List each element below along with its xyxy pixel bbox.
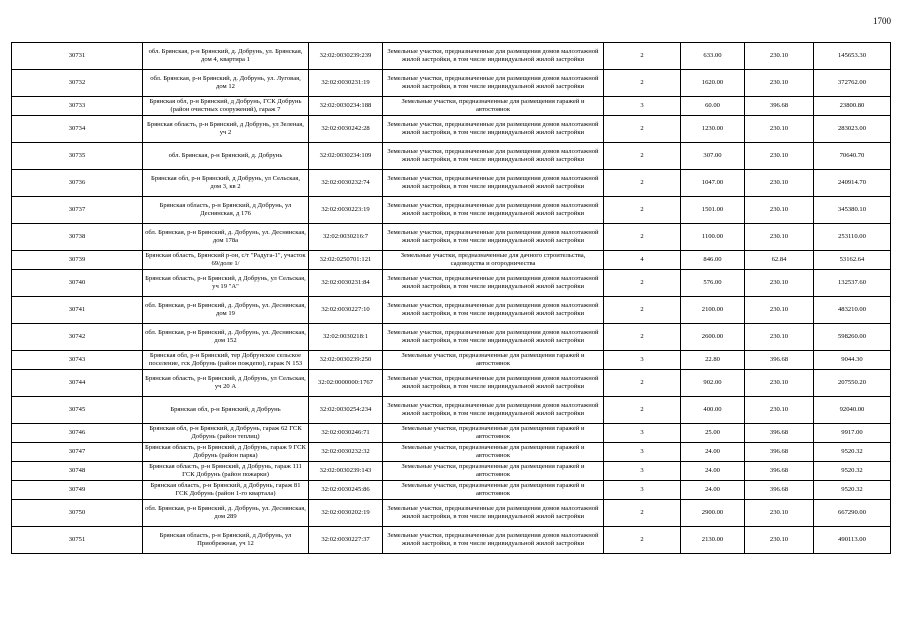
area-cell: 25.00: [681, 424, 745, 443]
use-group-code-cell: 2: [604, 70, 681, 97]
table-body: [12, 43, 891, 554]
area-cell: 307.00: [681, 143, 745, 170]
specific-value-cell: 62.84: [745, 251, 814, 270]
cadastral-value-cell: 92040.00: [814, 397, 891, 424]
cadastral-number-cell: 32:02:0030254:234: [309, 397, 383, 424]
row-number: 30735: [12, 143, 143, 170]
row-number: 30751: [12, 527, 143, 554]
use-group-code-cell: 2: [604, 170, 681, 197]
land-use-cell: Земельные участки, предназначенные для размещения гаражей и автостоянок: [383, 443, 604, 462]
specific-value-cell: 230.10: [745, 143, 814, 170]
cadastral-value-cell: 9520.32: [814, 443, 891, 462]
cadastral-value-table: [11, 42, 891, 554]
table-row: [12, 251, 891, 270]
row-number: 30744: [12, 370, 143, 397]
address-cell: обл. Брянская, р-н Брянский, д. Добрунь, ул. Деснянская, дом 178а: [143, 224, 309, 251]
address-cell: Брянская область, Брянский р-он, с/т "Радуга-1", участок 69/доле 1/: [143, 251, 309, 270]
table-row: [12, 351, 891, 370]
cadastral-number-cell: 32:02:0030231:84: [309, 270, 383, 297]
table-row: [12, 370, 891, 397]
cadastral-value-cell: 23800.80: [814, 97, 891, 116]
cadastral-value-cell: 70640.70: [814, 143, 891, 170]
land-use-cell: Земельные участки, предназначенные для размещения гаражей и автостоянок: [383, 481, 604, 500]
specific-value-cell: 230.10: [745, 324, 814, 351]
land-use-cell: Земельные участки, предназначенные для размещения домов малоэтажной жилой застройки, в том числе индивидуальной жилой застройки: [383, 43, 604, 70]
address-cell: Брянская область, р-н Брянский, д Добрунь, гараж 9 ГСК Добрунь (район парка): [143, 443, 309, 462]
row-number: 30743: [12, 351, 143, 370]
cadastral-number-cell: 32:02:0030227:37: [309, 527, 383, 554]
address-cell: Брянская обл, р-н Брянский, тер Добрунское сельское поселение, гск Добрунь (район пождепо), гараж N 153: [143, 351, 309, 370]
cadastral-value-cell: 253110.00: [814, 224, 891, 251]
specific-value-cell: 230.10: [745, 527, 814, 554]
address-cell: Брянская область, р-н Брянский, д Добрунь, ул Деснянская, д 176: [143, 197, 309, 224]
specific-value-cell: 230.10: [745, 197, 814, 224]
cadastral-value-cell: 9520.32: [814, 481, 891, 500]
specific-value-cell: 396.68: [745, 351, 814, 370]
specific-value-cell: 230.10: [745, 116, 814, 143]
row-number: 30740: [12, 270, 143, 297]
use-group-code-cell: 2: [604, 43, 681, 70]
land-use-cell: Земельные участки, предназначенные для размещения домов малоэтажной жилой застройки, в том числе индивидуальной жилой застройки: [383, 297, 604, 324]
land-use-cell: Земельные участки, предназначенные для размещения домов малоэтажной жилой застройки, в том числе индивидуальной жилой застройки: [383, 324, 604, 351]
table-row: [12, 297, 891, 324]
area-cell: 2130.00: [681, 527, 745, 554]
area-cell: 2900.00: [681, 500, 745, 527]
table-row: [12, 462, 891, 481]
address-cell: Брянская область, р-н Брянский, д Добрунь, гараж 111 ГСК Добрунь (район пожарки): [143, 462, 309, 481]
row-number: 30746: [12, 424, 143, 443]
land-use-cell: Земельные участки, предназначенные для размещения гаражей и автостоянок: [383, 424, 604, 443]
cadastral-number-cell: 32:02:0030223:19: [309, 197, 383, 224]
area-cell: 2600.00: [681, 324, 745, 351]
row-number: 30731: [12, 43, 143, 70]
specific-value-cell: 396.68: [745, 424, 814, 443]
address-cell: Брянская область, р-н Брянский, д Добрунь, гараж 81 ГСК Добрунь (район 1-го квартала): [143, 481, 309, 500]
cadastral-number-cell: 32:02:0030239:143: [309, 462, 383, 481]
cadastral-value-cell: 132537.60: [814, 270, 891, 297]
specific-value-cell: 230.10: [745, 297, 814, 324]
use-group-code-cell: 2: [604, 116, 681, 143]
table-row: [12, 43, 891, 70]
table-row: [12, 324, 891, 351]
cadastral-value-cell: 145653.30: [814, 43, 891, 70]
row-number: 30732: [12, 70, 143, 97]
cadastral-value-cell: 9917.00: [814, 424, 891, 443]
cadastral-number-cell: 32:02:0030218:1: [309, 324, 383, 351]
cadastral-value-cell: 483210.00: [814, 297, 891, 324]
address-cell: Брянская область, р-н Брянский, д Добрунь, ул Сельская, уч 19 "А": [143, 270, 309, 297]
address-cell: обл. Брянская, р-н Брянский, д. Добрунь: [143, 143, 309, 170]
use-group-code-cell: 3: [604, 424, 681, 443]
table-row: [12, 70, 891, 97]
use-group-code-cell: 4: [604, 251, 681, 270]
use-group-code-cell: 2: [604, 500, 681, 527]
row-number: 30742: [12, 324, 143, 351]
area-cell: 576.00: [681, 270, 745, 297]
cadastral-number-cell: 32:02:0030234:188: [309, 97, 383, 116]
use-group-code-cell: 2: [604, 224, 681, 251]
specific-value-cell: 230.10: [745, 370, 814, 397]
land-use-cell: Земельные участки, предназначенные для размещения домов малоэтажной жилой застройки, в том числе индивидуальной жилой застройки: [383, 397, 604, 424]
cadastral-value-cell: 667290.00: [814, 500, 891, 527]
land-use-cell: Земельные участки, предназначенные для размещения домов малоэтажной жилой застройки, в том числе индивидуальной жилой застройки: [383, 116, 604, 143]
cadastral-number-cell: 32:02:0030239:239: [309, 43, 383, 70]
cadastral-value-cell: 9520.32: [814, 462, 891, 481]
cadastral-number-cell: 32:02:0030234:109: [309, 143, 383, 170]
use-group-code-cell: 2: [604, 527, 681, 554]
table-row: [12, 116, 891, 143]
use-group-code-cell: 2: [604, 324, 681, 351]
area-cell: 1620.00: [681, 70, 745, 97]
use-group-code-cell: 3: [604, 481, 681, 500]
area-cell: 846.00: [681, 251, 745, 270]
specific-value-cell: 396.68: [745, 462, 814, 481]
specific-value-cell: 396.68: [745, 481, 814, 500]
cadastral-value-cell: 283023.00: [814, 116, 891, 143]
table-row: [12, 527, 891, 554]
table-row: [12, 397, 891, 424]
area-cell: 24.00: [681, 462, 745, 481]
row-number: 30747: [12, 443, 143, 462]
use-group-code-cell: 2: [604, 397, 681, 424]
specific-value-cell: 396.68: [745, 443, 814, 462]
address-cell: обл. Брянская, р-н Брянский, д. Добрунь, ул. Деснянская, дом 19: [143, 297, 309, 324]
land-use-cell: Земельные участки, предназначенные для размещения гаражей и автостоянок: [383, 462, 604, 481]
address-cell: обл. Брянская, р-н Брянский, д. Добрунь, ул. Деснянская, дом 289: [143, 500, 309, 527]
cadastral-number-cell: 32:02:0030216:7: [309, 224, 383, 251]
cadastral-number-cell: 32:02:0030227:10: [309, 297, 383, 324]
area-cell: 1047.00: [681, 170, 745, 197]
address-cell: Брянская область, р-н Брянский, д Добрунь, ул Сельская, уч 20 А: [143, 370, 309, 397]
cadastral-value-cell: 240914.70: [814, 170, 891, 197]
table-row: [12, 143, 891, 170]
row-number: 30745: [12, 397, 143, 424]
row-number: 30734: [12, 116, 143, 143]
area-cell: 1230.00: [681, 116, 745, 143]
address-cell: обл. Брянская, р-н Брянский, д. Добрунь, ул. Брянская, дом 4, квартира 1: [143, 43, 309, 70]
area-cell: 2100.00: [681, 297, 745, 324]
cadastral-value-cell: 345380.10: [814, 197, 891, 224]
land-use-cell: Земельные участки, предназначенные для дачного строительства, садоводства и огородничества: [383, 251, 604, 270]
use-group-code-cell: 3: [604, 443, 681, 462]
cadastral-value-cell: 598260.00: [814, 324, 891, 351]
area-cell: 60.00: [681, 97, 745, 116]
row-number: 30738: [12, 224, 143, 251]
address-cell: обл. Брянская, р-н Брянский, д. Добрунь, ул. Луговая, дом 12: [143, 70, 309, 97]
land-use-cell: Земельные участки, предназначенные для размещения гаражей и автостоянок: [383, 97, 604, 116]
specific-value-cell: 396.68: [745, 97, 814, 116]
cadastral-number-cell: 32:02:0030239:250: [309, 351, 383, 370]
use-group-code-cell: 3: [604, 351, 681, 370]
land-use-cell: Земельные участки, предназначенные для размещения домов малоэтажной жилой застройки, в том числе индивидуальной жилой застройки: [383, 143, 604, 170]
row-number: 30750: [12, 500, 143, 527]
row-number: 30737: [12, 197, 143, 224]
area-cell: 633.00: [681, 43, 745, 70]
area-cell: 400.00: [681, 397, 745, 424]
use-group-code-cell: 2: [604, 270, 681, 297]
land-use-cell: Земельные участки, предназначенные для размещения домов малоэтажной жилой застройки, в том числе индивидуальной жилой застройки: [383, 170, 604, 197]
use-group-code-cell: 3: [604, 462, 681, 481]
address-cell: Брянская обл, р-н Брянский, д Добрунь: [143, 397, 309, 424]
cadastral-value-cell: 372762.00: [814, 70, 891, 97]
land-use-cell: Земельные участки, предназначенные для размещения домов малоэтажной жилой застройки, в том числе индивидуальной жилой застройки: [383, 224, 604, 251]
cadastral-number-cell: 32:02:0250701:121: [309, 251, 383, 270]
table-row: [12, 481, 891, 500]
use-group-code-cell: 2: [604, 370, 681, 397]
cadastral-number-cell: 32:02:0030232:32: [309, 443, 383, 462]
area-cell: 24.00: [681, 481, 745, 500]
address-cell: Брянская обл, р-н Брянский, д Добрунь, гараж 62 ГСК Добрунь (район теплиц): [143, 424, 309, 443]
cadastral-number-cell: 32:02:0000000:1767: [309, 370, 383, 397]
cadastral-number-cell: 32:02:0030231:19: [309, 70, 383, 97]
specific-value-cell: 230.10: [745, 270, 814, 297]
specific-value-cell: 230.10: [745, 43, 814, 70]
row-number: 30736: [12, 170, 143, 197]
page-number: 1700: [873, 16, 891, 26]
cadastral-number-cell: 32:02:0030246:71: [309, 424, 383, 443]
specific-value-cell: 230.10: [745, 397, 814, 424]
area-cell: 902.00: [681, 370, 745, 397]
cadastral-value-cell: 9044.30: [814, 351, 891, 370]
land-use-cell: Земельные участки, предназначенные для размещения домов малоэтажной жилой застройки, в том числе индивидуальной жилой застройки: [383, 500, 604, 527]
row-number: 30748: [12, 462, 143, 481]
table-row: [12, 224, 891, 251]
table-row: [12, 97, 891, 116]
cadastral-value-cell: 53162.64: [814, 251, 891, 270]
use-group-code-cell: 2: [604, 197, 681, 224]
cadastral-number-cell: 32:02:0030242:28: [309, 116, 383, 143]
address-cell: Брянская область, р-н Брянский, д Добрунь, ул Зеленая, уч 2: [143, 116, 309, 143]
table-row: [12, 500, 891, 527]
specific-value-cell: 230.10: [745, 70, 814, 97]
land-use-cell: Земельные участки, предназначенные для размещения домов малоэтажной жилой застройки, в том числе индивидуальной жилой застройки: [383, 370, 604, 397]
row-number: 30741: [12, 297, 143, 324]
use-group-code-cell: 2: [604, 297, 681, 324]
specific-value-cell: 230.10: [745, 224, 814, 251]
cadastral-value-cell: 490113.00: [814, 527, 891, 554]
cadastral-value-cell: 207550.20: [814, 370, 891, 397]
land-use-cell: Земельные участки, предназначенные для размещения домов малоэтажной жилой застройки, в том числе индивидуальной жилой застройки: [383, 70, 604, 97]
specific-value-cell: 230.10: [745, 500, 814, 527]
use-group-code-cell: 3: [604, 97, 681, 116]
area-cell: 22.80: [681, 351, 745, 370]
land-use-cell: Земельные участки, предназначенные для размещения гаражей и автостоянок: [383, 351, 604, 370]
table-row: [12, 197, 891, 224]
row-number: 30733: [12, 97, 143, 116]
area-cell: 24.00: [681, 443, 745, 462]
address-cell: обл. Брянская, р-н Брянский, д. Добрунь, ул. Деснянская, дом 152: [143, 324, 309, 351]
land-use-cell: Земельные участки, предназначенные для размещения домов малоэтажной жилой застройки, в том числе индивидуальной жилой застройки: [383, 270, 604, 297]
address-cell: Брянская обл, р-н Брянский, д Добрунь, ГСК Добрунь (район очистных сооружений), гараж 7: [143, 97, 309, 116]
specific-value-cell: 230.10: [745, 170, 814, 197]
cadastral-number-cell: 32:02:0030202:19: [309, 500, 383, 527]
land-use-cell: Земельные участки, предназначенные для размещения домов малоэтажной жилой застройки, в том числе индивидуальной жилой застройки: [383, 197, 604, 224]
area-cell: 1501.00: [681, 197, 745, 224]
row-number: 30749: [12, 481, 143, 500]
land-use-cell: Земельные участки, предназначенные для размещения домов малоэтажной жилой застройки, в том числе индивидуальной жилой застройки: [383, 527, 604, 554]
address-cell: Брянская область, р-н Брянский, д Добрунь, ул Приобрежная, уч 12: [143, 527, 309, 554]
cadastral-number-cell: 32:02:0030245:86: [309, 481, 383, 500]
use-group-code-cell: 2: [604, 143, 681, 170]
table-row: [12, 270, 891, 297]
address-cell: Брянская обл, р-н Брянский, д Добрунь, ул Сельская, дом 3, кв 2: [143, 170, 309, 197]
row-number: 30739: [12, 251, 143, 270]
table-row: [12, 443, 891, 462]
table-row: [12, 170, 891, 197]
table-row: [12, 424, 891, 443]
cadastral-number-cell: 32:02:0030232:74: [309, 170, 383, 197]
area-cell: 1100.00: [681, 224, 745, 251]
